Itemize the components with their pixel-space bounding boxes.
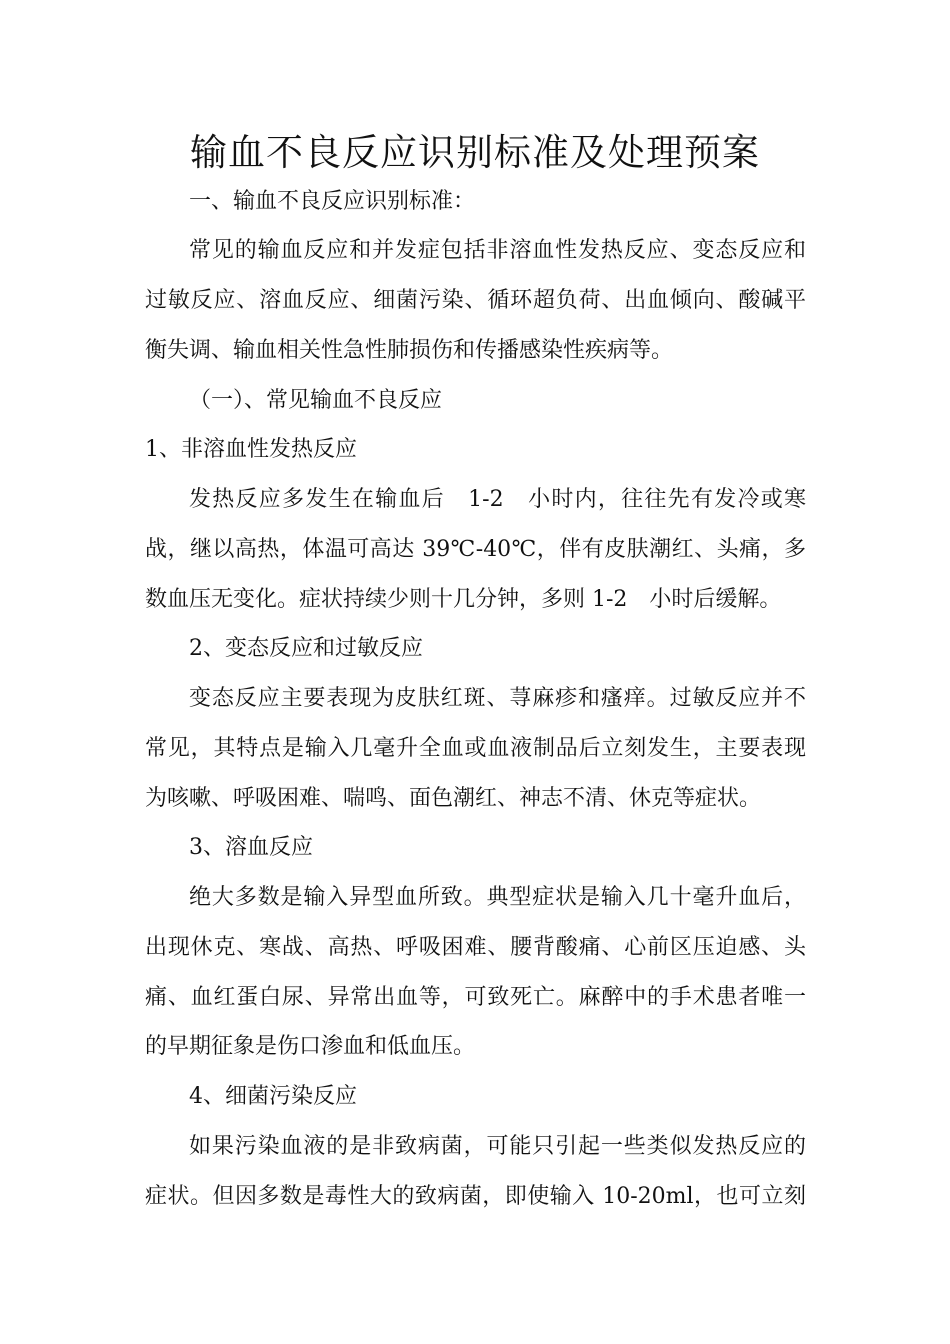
paragraph-line: 如果污染血液的是非致病菌，可能只引起一些类似发热反应的 (189, 1134, 806, 1159)
item-heading: 1、非溶血性发热反应 (145, 437, 357, 462)
paragraph-line: 症状。但因多数是毒性大的致病菌，即使输入 10-20ml，也可立刻 (145, 1184, 806, 1209)
subsection-heading: （一）、常见输血不良反应 (189, 388, 443, 413)
item-heading: 4、细菌污染反应 (189, 1084, 357, 1109)
paragraph-line: 常见，其特点是输入几毫升全血或血液制品后立刻发生，主要表现 (145, 736, 806, 761)
paragraph-line: 衡失调、输血相关性急性肺损伤和传播感染性疾病等。 (145, 338, 674, 363)
paragraph-line: 过敏反应、溶血反应、细菌污染、循环超负荷、出血倾向、酸碱平 (145, 288, 806, 313)
document-title: 输血不良反应识别标准及处理预案 (190, 131, 760, 174)
paragraph-line: 的早期征象是伤口渗血和低血压。 (145, 1034, 476, 1059)
item-heading: 2、变态反应和过敏反应 (189, 636, 423, 661)
paragraph-line: 为咳嗽、呼吸困难、喘鸣、面色潮红、神志不清、休克等症状。 (145, 786, 762, 811)
paragraph-line: 痛、血红蛋白尿、异常出血等，可致死亡。麻醉中的手术患者唯一 (145, 985, 806, 1010)
section-heading: 一、输血不良反应识别标准： (189, 189, 476, 214)
item-heading: 3、溶血反应 (189, 835, 313, 860)
paragraph-line: 变态反应主要表现为皮肤红斑、荨麻疹和瘙痒。过敏反应并不 (189, 686, 806, 711)
paragraph-line: 数血压无变化。症状持续少则十几分钟，多则 1-2 小时后缓解。 (145, 587, 782, 612)
paragraph-line: 常见的输血反应和并发症包括非溶血性发热反应、变态反应和 (189, 238, 806, 263)
paragraph-line: 发热反应多发生在输血后 1-2 小时内，往往先有发冷或寒 (189, 487, 806, 512)
paragraph-line: 战，继以高热，体温可高达 39℃-40℃，伴有皮肤潮红、头痛，多 (145, 537, 806, 562)
paragraph-line: 绝大多数是输入异型血所致。典型症状是输入几十毫升血后， (189, 885, 806, 910)
paragraph-line: 出现休克、寒战、高热、呼吸困难、腰背酸痛、心前区压迫感、头 (145, 935, 806, 960)
